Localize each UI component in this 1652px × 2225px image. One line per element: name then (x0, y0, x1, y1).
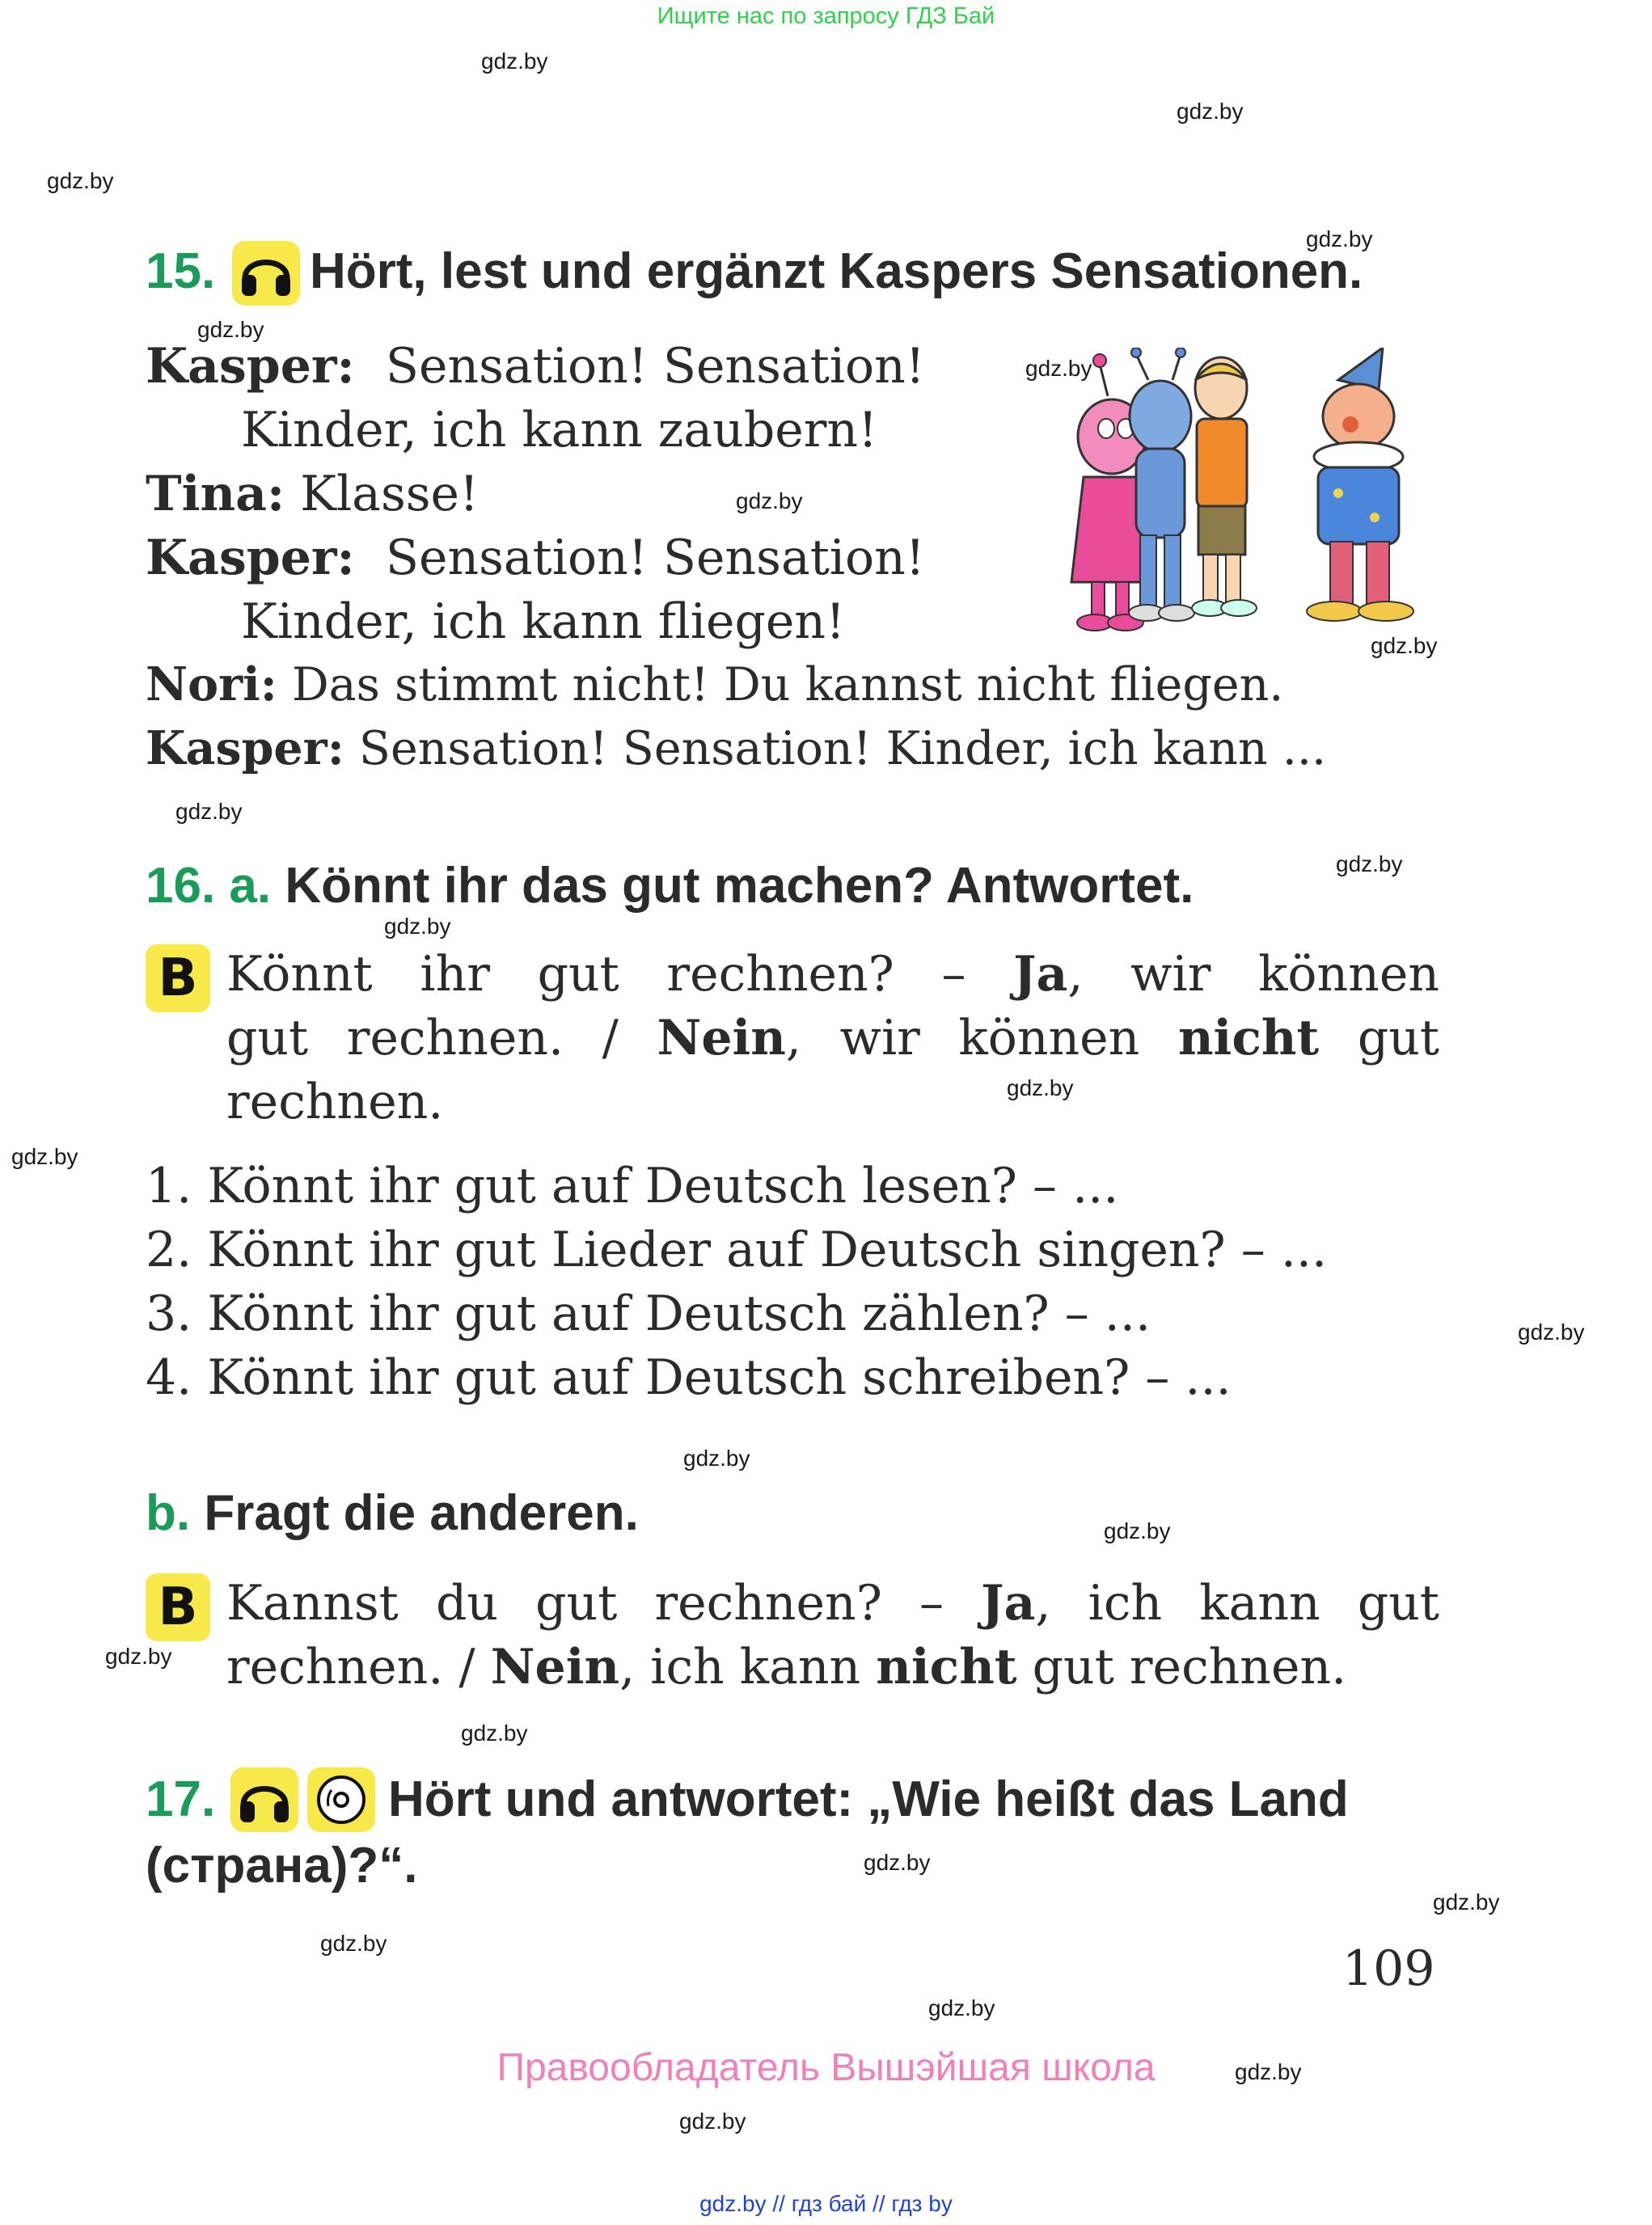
watermark: gdz.by (736, 488, 803, 513)
page-number: 109 (1342, 1940, 1435, 1997)
watermark: gdz.by (928, 1995, 995, 2020)
children-kasper-illustration (1059, 348, 1439, 639)
boy-figure (1192, 357, 1257, 616)
task16b-heading: b. Fragt die anderen. (146, 1485, 639, 1541)
watermark: gdz.by (1235, 2059, 1302, 2084)
watermark: gdz.by (1336, 851, 1403, 876)
footer-links: gdz.by // гдз бай // гдз by (699, 2191, 953, 2216)
watermark: gdz.by (1177, 99, 1244, 124)
task15-title: Hört, lest und ergänzt Kaspers Sensationen. (310, 243, 1363, 299)
top-notice[interactable]: Ищите нас по запросу ГДЗ Бай (657, 3, 995, 29)
example-line: rechnen. / Nein, ich kann nicht gut rechnen. (226, 1639, 1347, 1695)
cd-icon[interactable] (307, 1767, 375, 1832)
kasper-clown-figure (1307, 348, 1413, 621)
headphones-icon[interactable] (230, 1767, 298, 1832)
watermark: gdz.by (47, 168, 114, 193)
watermark: gdz.by (320, 1931, 387, 1956)
dialog-line: Kinder, ich kann zaubern! (241, 402, 878, 458)
task17-number: 17. (146, 1771, 216, 1827)
watermark: gdz.by (1371, 633, 1438, 658)
headphones-icon[interactable] (232, 241, 300, 306)
watermark: gdz.by (197, 317, 264, 342)
watermark: gdz.by (1306, 226, 1373, 251)
watermark: gdz.by (1007, 1075, 1074, 1100)
copyright-notice: Правообладатель Вышэйшая школа (496, 2046, 1156, 2089)
task16-heading: 16. a. Könnt ihr das gut machen? Antwortet. (146, 858, 1194, 914)
watermark: gdz.by (11, 1144, 78, 1169)
dialog-line: Kasper: Sensation! Sensation! (146, 338, 925, 395)
task15-number: 15. (146, 243, 216, 299)
watermark: gdz.by (481, 49, 548, 74)
dialog-line: Kasper: Sensation! Sensation! Kinder, ich kann ... (146, 721, 1327, 775)
watermark: gdz.by (679, 2109, 746, 2134)
example-line: Kannst du gut rechnen? – Ja, ich kann gut (226, 1575, 1439, 1632)
watermark: gdz.by (105, 1644, 172, 1669)
example-b-icon: B (146, 1573, 210, 1641)
task17-title-cont: (страна)?“. (146, 1838, 418, 1894)
dialog-line: Kasper: Sensation! Sensation! (146, 530, 925, 586)
watermark: gdz.by (864, 1850, 931, 1875)
list-item: 1. Könnt ihr gut auf Deutsch lesen? – ... (146, 1158, 1119, 1214)
list-item: 3. Könnt ihr gut auf Deutsch zählen? – ... (146, 1286, 1151, 1342)
list-item: 4. Könnt ihr gut auf Deutsch schreiben? – ... (146, 1349, 1232, 1406)
watermark: gdz.by (1025, 356, 1092, 381)
watermark: gdz.by (1518, 1319, 1585, 1345)
watermark: gdz.by (384, 914, 451, 939)
watermark: gdz.by (1433, 1889, 1500, 1915)
dialog-line: Kinder, ich kann fliegen! (241, 593, 846, 650)
watermark: gdz.by (1104, 1518, 1171, 1543)
dialog-line: Tina: Klasse! (146, 466, 480, 522)
footer-link-gdzbai[interactable]: гдз бай (791, 2191, 867, 2216)
footer-link-gdzby[interactable]: gdz.by (699, 2191, 767, 2216)
watermark: gdz.by (461, 1720, 528, 1746)
task17-title: Hört und antwortet: „Wie heißt das Land (388, 1771, 1349, 1827)
watermark: gdz.by (175, 799, 243, 824)
example-line: gut rechnen. / Nein, wir können nicht gut (226, 1010, 1440, 1066)
example-b-icon: B (146, 944, 210, 1012)
dialog-line: Nori: Das stimmt nicht! Du kannst nicht fliegen. (146, 657, 1284, 711)
watermark: gdz.by (683, 1446, 750, 1471)
example-line: rechnen. (226, 1074, 444, 1130)
example-line: Könnt ihr gut rechnen? – Ja, wir können (226, 946, 1439, 1003)
footer-link-gdzby2[interactable]: гдз by (891, 2191, 953, 2216)
list-item: 2. Könnt ihr gut Lieder auf Deutsch singen? – ... (146, 1222, 1328, 1278)
